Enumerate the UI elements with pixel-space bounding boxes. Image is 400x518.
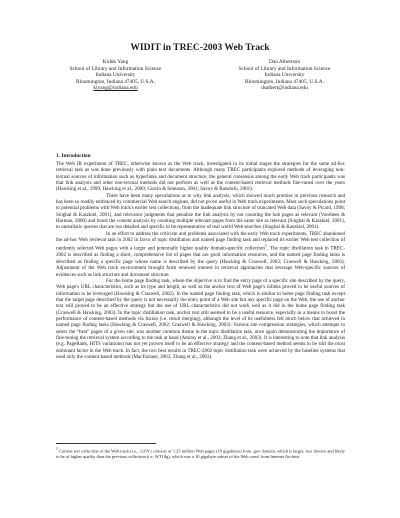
- author-block-2: [192, 59, 377, 92]
- footnote: [56, 447, 345, 459]
- author-affiliation: School of Library and Information Science: [238, 65, 331, 72]
- author-address: Bloomington, Indiana 47405, U.S.A.: [76, 78, 155, 85]
- author-affiliation: School of Library and Information Science: [69, 65, 162, 72]
- footnote-divider: [56, 443, 156, 444]
- author-name: Kiduk Yang: [102, 59, 129, 65]
- paragraph: For the home page finding task, where the objective is to find the entry page of a specific site described by the query, Web page's URL characteristics, such as its type and length, as well as the anchor text of Web page's inlinks proved to be useful sources of information to be leveraged (Hawking & Craswell, 2002). In the named page finding task, which is similar to home page finding task except that the target page described by the query is not necessarily the entry point of a Web site but any specific page on the Web, the use of anchor text still proved to be an effective strategy but the use of URL characteristics did not work well as it did in the home page finding task (Craswell & Hawking, 2003). In the topic distillation task, anchor text still seemed to be a useful resource, especially as a means to boost the performance of content-based methods via fusion (i.e. result merging), although the level of its usefulness fell much below that achieved in named page finding tasks (Hawking & Craswell, 2002; Craswell & Hawking, 2003). Various site compression strategies, which attempts to select the “best” pages of a given site, was another common theme in the topic distillation task, once again demonstrating the importance of fine-tuning the retrieval system according to the task at hand (Amitay et al., 2003; Zhang et al., 2003). It is interesting to note that link analysis (e.g. PageRank, HITS variations) has not yet proven itself to be an effective strategy and the content-based method seems to be still the most dominant factor in the Web track. In fact, the two best results in TREC-2002 topic distillation task were achieved by the baseline systems that used only the content-based methods (MacFarlane, 2003; Zhang et al., 2003).: [56, 277, 345, 360]
- author-block-1: [23, 59, 208, 92]
- author-name: Dan Albertson: [268, 59, 301, 65]
- footnote-text: Current test collection of the Web track (i.e., .GOV) consists of 1.25 million Web pages (19 gigabytes) from .gov domain, which is larger, less diverse and likely to be of higher quality than the previous collection (i.e. WT10g), which was a 10 gigabyte subset of the Web crawl from Internet Archive.: [56, 448, 345, 459]
- section-heading: 1. Introduction: [56, 153, 91, 159]
- paper-title: WIDIT in TREC-2003 Web Track: [130, 42, 270, 53]
- footnote-text-line: [56, 447, 345, 459]
- author-email-link[interactable]: kiyang@indiana.edu: [93, 85, 138, 91]
- section-body: [56, 161, 345, 360]
- author-email: dsalbert@indiana.edu: [261, 85, 308, 91]
- paragraph: There have been many speculations as to why link analysis, which showed much promise in previous research and has been so readily embraced by commercial Web search engines, did not prove useful in Web track experiments. Most such speculations point to potential problems with Web track's earlier test collections, from the inadequate link structure of truncated Web data (Savoy & Picard, 1998; Singhal & Kaszkiel, 2001), and relevance judgments that penalize the link analysis by not counting the hub pages as relevant (Voorhees & Harman, 2000) and boost the content analysis by counting multiple relevant pages from the same site as relevant (Singhal & Kaszkiel, 2001), to unrealistic queries that are too detailed and specific to be representative of real world Web searches (Singhal & Kaszkiel, 2001).: [56, 192, 345, 231]
- footnote-marker: 1: [264, 243, 267, 249]
- author-address: Bloomington, Indiana 47405, U.S.A.: [245, 78, 324, 85]
- footnote-number: 1: [56, 447, 58, 451]
- paragraph: The Web IR experiment of TREC, otherwise known as the Web track, investigated in its initial stages the strategies for the same ad-hoc retrieval task as was done previously with plain text documents. Although many TREC participants explored methods of leveraging non-textual sources of information such as hyperlinks and document structure, the general consensus among the early Web track participants was that link analysis and other non-textual methods did not perform as well as the content-based retrieval methods fine-tuned over the years (Hawking et al., 1999; Hawking et al., 2000; Gurrin & Smeaton, 2001; Savoy & Rasolofo, 2001).: [56, 161, 345, 193]
- paragraph-text: In an effort to address the criticism and problems associated with the early Web track experiments, TREC abandoned the ad-hoc Web retrieval task in 2002 in favor of topic distillation and named page finding task and replaced its earlier Web test collection of randomly selected Web pages with a larger and potentially higher quality domain-specific collection: [56, 230, 345, 253]
- paragraph: [56, 231, 345, 278]
- author-university: Indiana University: [264, 72, 305, 78]
- paragraph-text: . The topic distillation task in TREC-2002 is described as finding a short, comprehensive list of pages that are good information resources, and the named page finding tasks is described as finding a specific page whose name is described by the query (Hawking & Craswell, 2002; Craswell & Hawking, 2003). Adjustment of the Web track environment brought forth renewed interest in retrieval approaches that leverage Web-specific sources of evidences such as link structure and document structure.: [56, 246, 345, 278]
- author-university: Indiana University: [95, 72, 136, 78]
